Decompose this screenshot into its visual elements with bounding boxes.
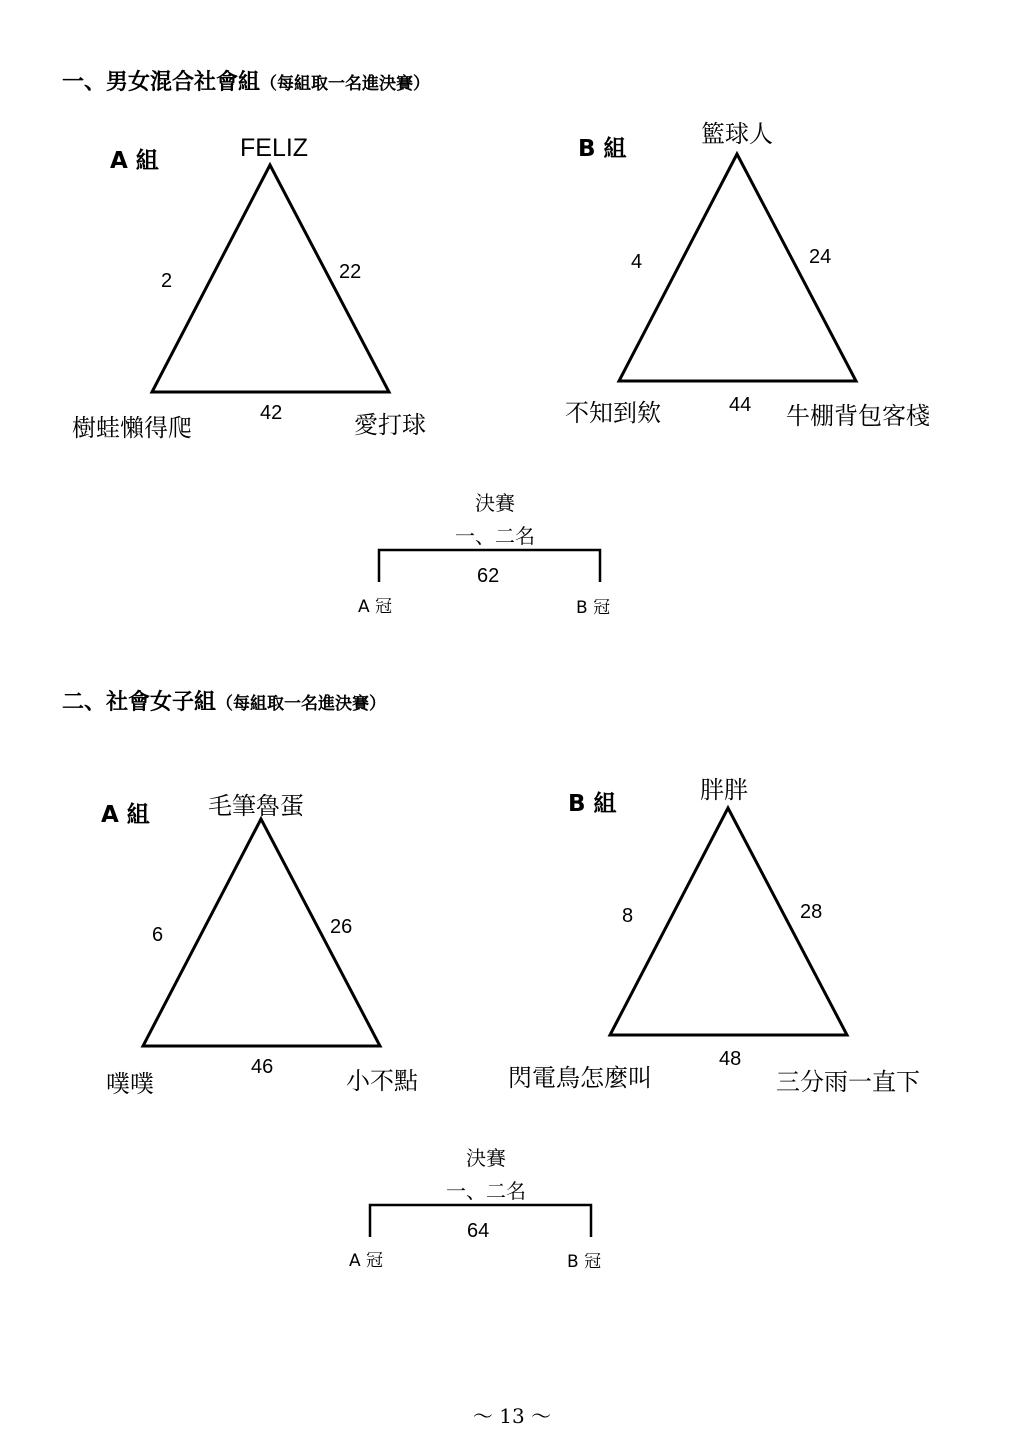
s1-groupB-match-right: 24: [809, 246, 832, 268]
s1-final-title-line1: 決賽: [475, 491, 515, 515]
s2-final-left: A 冠: [349, 1251, 384, 1271]
s1-groupA-label: A 組: [110, 148, 159, 174]
s2-groupA-match-right: 26: [330, 916, 353, 938]
s2-groupA-label: A 組: [101, 802, 150, 828]
page-number: ～ 13 ～: [472, 1404, 552, 1428]
s2-final-title-line1: 決賽: [466, 1146, 506, 1170]
section1-note: （每組取一名進決賽）: [260, 74, 431, 94]
s2-final-right: B 冠: [567, 1252, 602, 1272]
s1-groupB-match-left: 4: [631, 251, 643, 273]
s1-groupA-team-bottom-left: 樹蛙懶得爬: [72, 414, 192, 442]
s1-groupB-label: B 組: [578, 136, 627, 162]
s2-final-title: [411, 1142, 561, 1204]
s1-final-title: [420, 487, 570, 549]
s2-final-title-line2: 一、二名: [446, 1179, 526, 1203]
s1-groupA-team-top: FELIZ: [240, 134, 309, 162]
s1-groupA-match-left: 2: [161, 270, 173, 292]
s2-groupB-match-right: 28: [800, 901, 823, 923]
s2-groupA-team-bottom-right: 小不點: [346, 1067, 418, 1095]
s1-final-match: 62: [477, 565, 500, 587]
section1-heading: [62, 65, 430, 96]
s2-groupB-match-left: 8: [622, 905, 634, 927]
s2-groupA-match-bottom: 46: [251, 1056, 274, 1078]
s1-groupA-match-right: 22: [339, 261, 362, 283]
s2-groupB-team-bottom-right: 三分雨一直下: [776, 1068, 920, 1096]
s1-groupA-match-bottom: 42: [260, 402, 283, 424]
section2-heading: [62, 685, 386, 716]
s1-final-left: A 冠: [358, 597, 393, 617]
s1-groupB-team-bottom-left: 不知到欸: [565, 399, 661, 427]
s1-final-right: B 冠: [576, 598, 611, 618]
s2-groupB-label: B 組: [568, 791, 617, 817]
s2-groupA-match-left: 6: [152, 924, 164, 946]
s1-groupB-match-bottom: 44: [729, 394, 752, 416]
s1-groupA-team-bottom-right: 愛打球: [354, 411, 426, 439]
s1-final-title-line2: 一、二名: [455, 524, 535, 548]
s2-groupA-team-top: 毛筆魯蛋: [208, 792, 304, 820]
s1-groupB-team-bottom-right: 牛棚背包客棧: [786, 402, 930, 430]
section2-note: （每組取一名進決賽）: [216, 694, 387, 714]
s2-groupB-team-top: 胖胖: [700, 776, 748, 804]
section1-title: 一、男女混合社會組: [62, 70, 261, 95]
s2-groupB-match-bottom: 48: [719, 1048, 742, 1070]
section2-title: 二、社會女子組: [62, 690, 217, 715]
s2-final-match: 64: [467, 1220, 490, 1242]
s2-groupA-team-bottom-left: 噗噗: [106, 1070, 154, 1098]
s2-groupB-team-bottom-left: 閃電鳥怎麼叫: [508, 1064, 652, 1092]
s1-groupB-team-top: 籃球人: [701, 120, 773, 148]
